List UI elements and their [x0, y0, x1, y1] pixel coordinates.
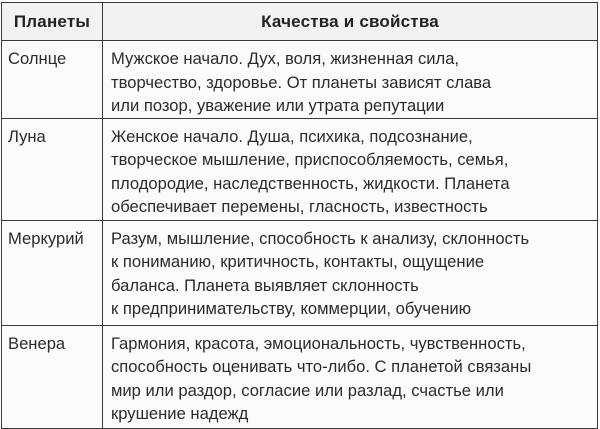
- table-row: [2, 41, 598, 119]
- qualities-line: Женское начало. Душа, психика, подсознание,: [111, 126, 473, 146]
- planet-qualities: [103, 220, 598, 325]
- planets-table: [1, 2, 598, 429]
- qualities-line: Разум, мышление, способность к анализу, склонность: [111, 228, 530, 248]
- qualities-line: к пониманию, критичность, контакты, ощущение: [111, 252, 485, 271]
- planet-name: Солнце: [2, 41, 103, 119]
- table-row: [2, 325, 598, 428]
- qualities-line: Мужское начало. Дух, воля, жизненная сила,: [111, 49, 460, 68]
- planet-name: Луна: [2, 118, 103, 220]
- qualities-line: Гармония, красота, эмоциональность, чувственность,: [111, 333, 526, 353]
- planet-name: Венера: [2, 325, 103, 428]
- table-row: [2, 220, 598, 325]
- planet-name: Меркурий: [2, 220, 103, 325]
- qualities-line: баланса. Планета выявляет склонность: [111, 275, 419, 295]
- table-header-row: [2, 3, 598, 41]
- planet-qualities: [103, 118, 598, 220]
- header-planets: Планеты: [2, 3, 103, 41]
- planet-qualities: [103, 41, 598, 119]
- qualities-line: способность оценивать что-либо. С планетой связаны: [111, 357, 532, 376]
- qualities-line: творческое мышление, приспособляемость, семья,: [111, 150, 509, 169]
- qualities-line: к предпринимательству, коммерции, обучению: [111, 299, 472, 318]
- qualities-line: мир или раздор, согласие или разлад, счастье или: [111, 380, 504, 400]
- header-qualities: Качества и свойства: [103, 3, 598, 41]
- qualities-line: плодородие, наследственность, жидкости. Планета: [111, 173, 510, 193]
- qualities-line: творчество, здоровье. От планеты зависят слава: [111, 72, 492, 92]
- table-row: [2, 118, 598, 220]
- planet-qualities: [103, 325, 598, 428]
- qualities-line: крушение надежд: [111, 404, 249, 423]
- qualities-line: обеспечивает перемены, гласность, известность: [111, 197, 488, 216]
- qualities-line: или позор, уважение или утрата репутации: [111, 96, 445, 115]
